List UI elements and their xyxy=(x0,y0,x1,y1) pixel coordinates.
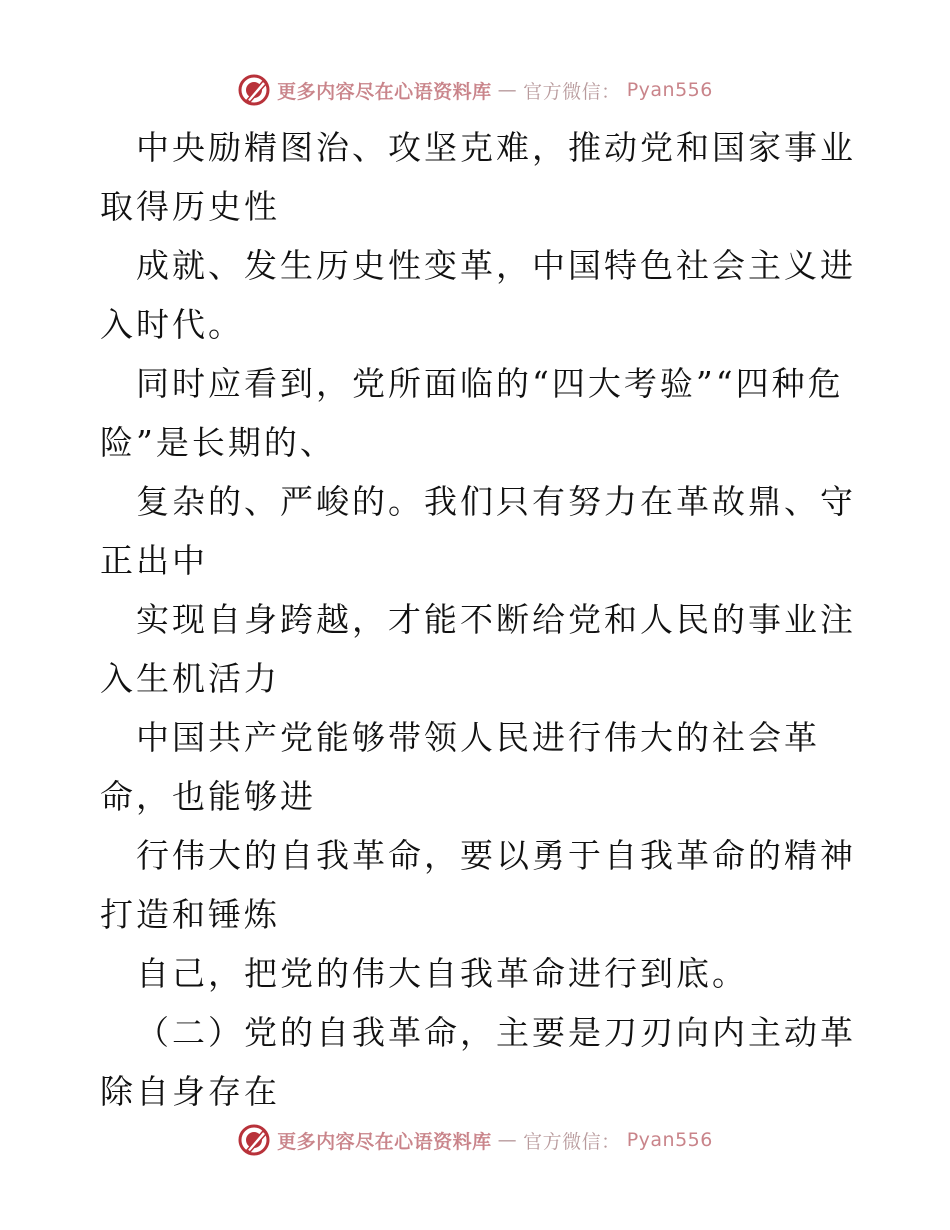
footer-banner xyxy=(0,1120,950,1160)
banner-dash: — xyxy=(497,79,518,101)
pen-seal-logo-icon xyxy=(237,1123,271,1157)
footer-banner-dash: — xyxy=(497,1129,518,1151)
pen-seal-logo-icon xyxy=(237,73,271,107)
paragraph-4: 复杂的、严峻的。我们只有努力在革故鼎、守正出中 xyxy=(100,482,856,580)
paragraph-5: 实现自身跨越，才能不断给党和人民的事业注入生机活力 xyxy=(100,600,856,698)
paragraph-3: 同时应看到，党所面临的“四大考验”“四种危险”是长期的、 xyxy=(100,364,844,462)
footer-banner-title: 更多内容尽在心语资料库 xyxy=(277,1130,492,1153)
paragraph-6: 中国共产党能够带领人民进行伟大的社会革命，也能够进 xyxy=(100,718,820,816)
paragraph-7: 行伟大的自我革命，要以勇于自我革命的精神打造和锤炼 xyxy=(100,836,856,934)
banner-title: 更多内容尽在心语资料库 xyxy=(277,80,492,103)
banner-wechat-label: 官方微信： xyxy=(523,80,621,103)
footer-banner-wechat-id: Pyan556 xyxy=(626,1129,713,1151)
banner-wechat-id: Pyan556 xyxy=(626,79,713,101)
paragraph-9: （二）党的自我革命，主要是刀刃向内主动革除自身存在 xyxy=(100,1013,856,1111)
header-banner xyxy=(0,70,950,110)
paragraph-8: 自己，把党的伟大自我革命进行到底。 xyxy=(136,954,748,993)
paragraph-2: 成就、发生历史性变革，中国特色社会主义进入时代。 xyxy=(100,246,856,344)
footer-banner-wechat-label: 官方微信： xyxy=(523,1130,621,1153)
paragraph-1: 中央励精图治、攻坚克难，推动党和国家事业取得历史性 xyxy=(100,128,856,226)
document-body xyxy=(100,118,860,1121)
